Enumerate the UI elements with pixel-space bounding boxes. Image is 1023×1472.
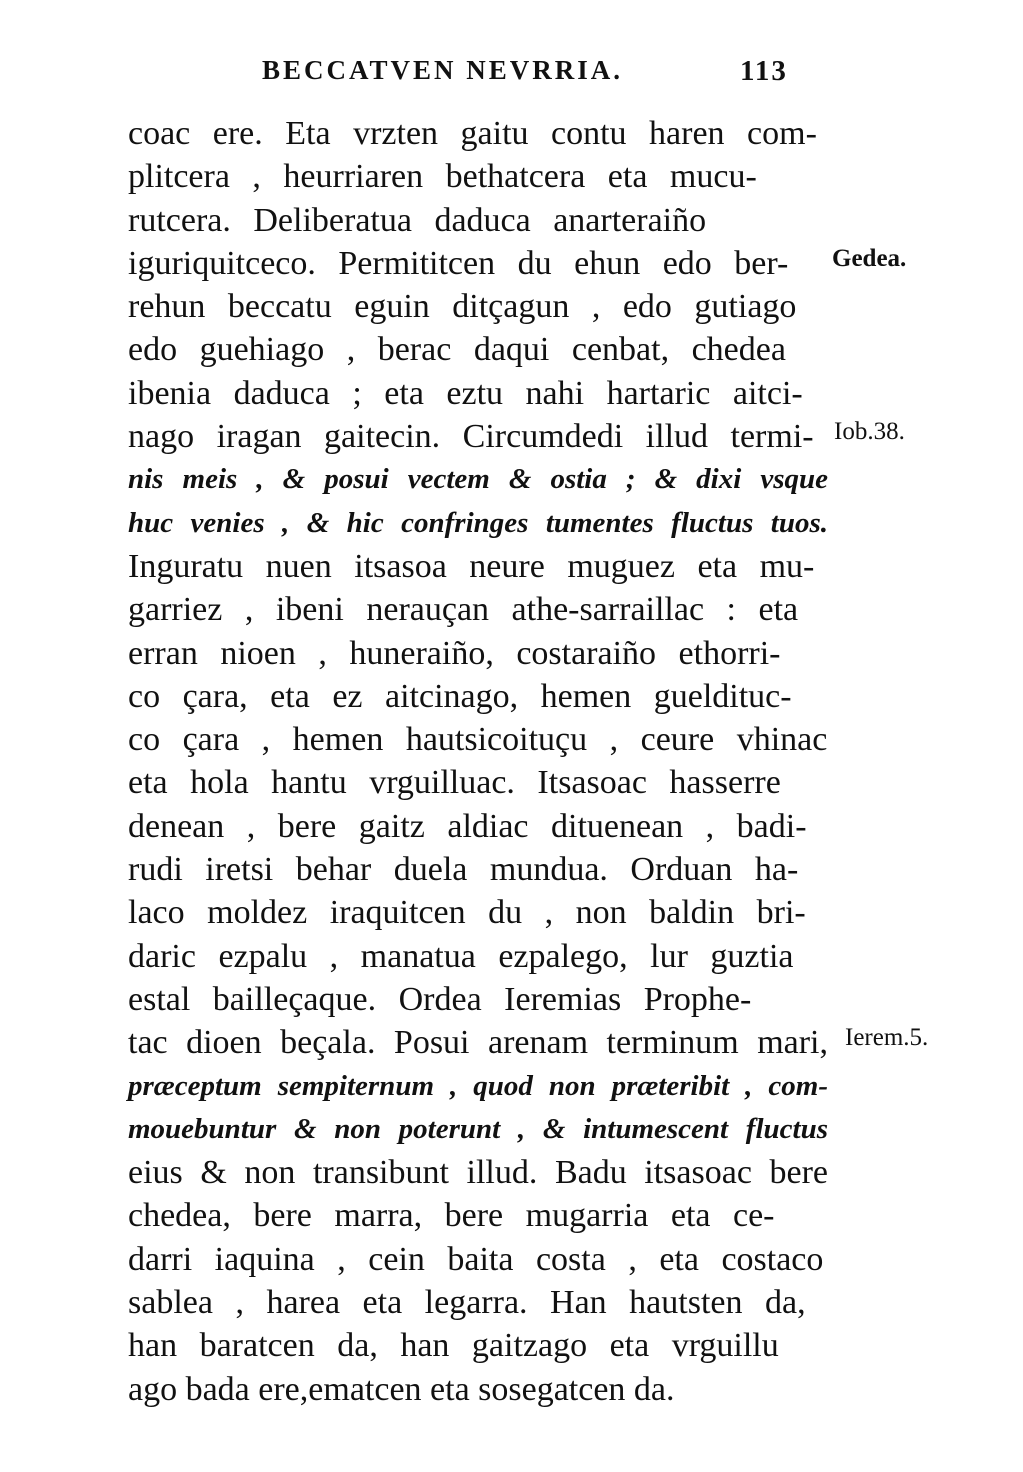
- latin-quote-line: præceptum sempiternum , quod non præteribit , com-: [128, 1069, 828, 1102]
- text-line: rutcera. Deliberatua daduca anarteraiño: [128, 201, 707, 239]
- text-line: ibenia daduca ; eta eztu nahi hartaric aitci-: [128, 374, 803, 412]
- text-line: co çara , hemen hautsicoituçu , ceure vhinac: [128, 721, 828, 759]
- text-line: daric ezpalu , manatua ezpalego, lur guztia: [128, 937, 794, 975]
- text-line: denean , bere gaitz aldiac dituenean , badi-: [128, 807, 807, 845]
- text-line: ago bada ere,ematcen eta sosegatcen da.: [128, 1370, 675, 1408]
- latin-quote-line: nis meis , & posui vectem & ostia ; & dixi vsque: [128, 463, 828, 496]
- text-line: chedea, bere marra, bere mugarria eta ce-: [128, 1197, 775, 1235]
- margin-note-ierem: Ierem.5.: [845, 1024, 929, 1051]
- text-line: iguriquitceco. Permititcen du ehun edo ber-: [128, 244, 789, 282]
- running-title: BECCATVEN NEVRRIA.: [262, 55, 624, 85]
- text-line: laco moldez iraquitcen du , non baldin bri-: [128, 894, 806, 932]
- text-line: darri iaquina , cein baita costa , eta costaco: [128, 1240, 824, 1278]
- text-line: Inguratu nuen itsasoa neure muguez eta mu-: [128, 547, 815, 585]
- text-line: tac dioen beçala. Posui arenam terminum mari,: [128, 1024, 828, 1062]
- text-line: nago iragan gaitecin. Circumdedi illud termi-: [128, 418, 814, 456]
- running-head: [262, 55, 822, 95]
- latin-quote-line: mouebuntur & non poterunt , & intumescent fluctus: [128, 1112, 828, 1145]
- text-line: co çara, eta ez aitcinago, hemen gueldituc-: [128, 677, 792, 715]
- text-line: eius & non transibunt illud. Badu itsasoac bere: [128, 1154, 828, 1192]
- margin-note-gedea: Gedea.: [832, 245, 907, 272]
- text-line: erran nioen , huneraiño, costaraiño ethorri-: [128, 634, 781, 672]
- text-line: edo guehiago , berac daqui cenbat, chedea: [128, 331, 786, 369]
- text-line: coac ere. Eta vrzten gaitu contu haren com-: [128, 115, 817, 152]
- text-line: han baratcen da, han gaitzago eta vrguillu: [128, 1327, 779, 1365]
- text-line: rehun beccatu eguin ditçagun , edo gutiago: [128, 288, 797, 326]
- text-line: estal bailleçaque. Ordea Ieremias Prophe-: [128, 980, 752, 1018]
- text-line: eta hola hantu vrguilluac. Itsasoac hasserre: [128, 764, 781, 802]
- text-line: plitcera , heurriaren bethatcera eta mucu-: [128, 158, 757, 196]
- margin-note-iob: Iob.38.: [834, 418, 905, 445]
- text-line: rudi iretsi behar duela mundua. Orduan ha-: [128, 851, 799, 889]
- text-line: sablea , harea eta legarra. Han hautsten da,: [128, 1284, 806, 1322]
- page-number: 113: [740, 55, 788, 87]
- text-line: garriez , ibeni nerauçan athe-sarraillac : eta: [128, 591, 799, 629]
- body-text: [128, 112, 828, 1411]
- latin-quote-line: huc venies , & hic confringes tumentes fluctus tuos.: [128, 506, 828, 539]
